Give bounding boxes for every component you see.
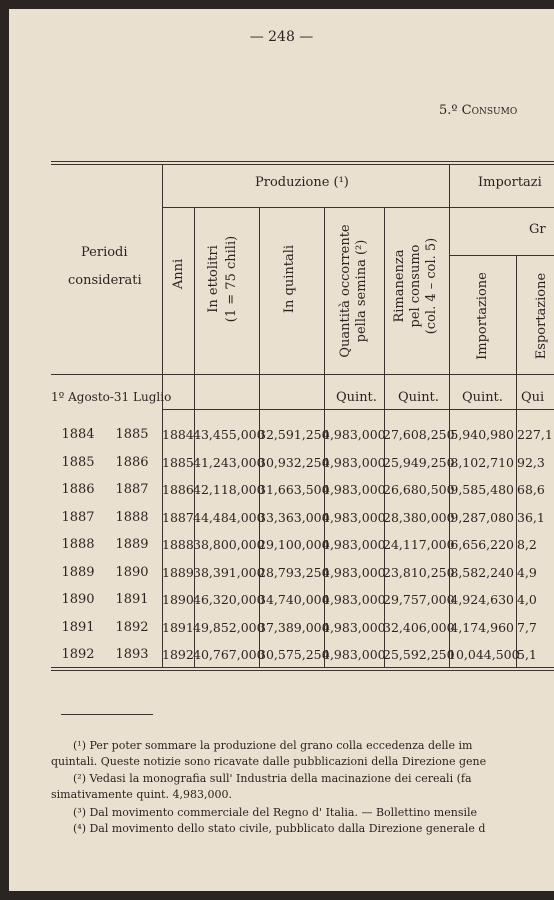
cell-semina: 4,983,000 — [322, 427, 386, 442]
cell-rimanenza: 26,680,500 — [383, 482, 455, 497]
cell-rimanenza: 29,757,000 — [383, 592, 455, 607]
cell-semina: 4,983,000 — [322, 482, 386, 497]
periodi-header-line1: Periodi — [81, 245, 128, 260]
cell-da: 1886 — [61, 482, 95, 497]
cell-ettolitri: 49,852,000 — [193, 619, 265, 635]
cell-esportazione: 92,3 — [517, 454, 545, 470]
cell-rimanenza: 24,117,000 — [383, 537, 455, 552]
importazione-group-header: Importazi — [478, 175, 542, 190]
cell-da: 1891 — [61, 619, 95, 635]
header-divider-2 — [449, 255, 554, 256]
cell-quintali: 30,932,250 — [258, 454, 330, 470]
units-rule — [162, 409, 554, 410]
periodo-label: 1º Agosto-31 Luglio — [51, 390, 172, 404]
cell-da: 1892 — [61, 647, 95, 662]
cell-rimanenza: 32,406,000 — [383, 619, 455, 635]
unit-label: Quint. — [398, 390, 439, 405]
cell-anno: 1888 — [162, 537, 194, 552]
header-bottom-rule — [51, 374, 554, 375]
semina-header-line2: pella semina (²) — [354, 239, 369, 343]
cell-quintali: 33,363,000 — [258, 509, 330, 525]
table-bottom-rule — [51, 667, 554, 668]
cell-ettolitri: 38,800,000 — [193, 537, 265, 552]
footnote-line: (¹) Per poter sommare la produzione del grano colla eccedenza delle im — [73, 739, 473, 752]
cell-importazione: 8,582,240 — [450, 564, 514, 580]
footnote-separator — [61, 714, 153, 715]
cell-ettolitri: 41,243,000 — [193, 454, 265, 470]
cell-a: 1887 — [115, 482, 149, 497]
rimanenza-header — [392, 216, 440, 356]
ettolitri-header-line2: (1 = 75 chili) — [224, 235, 239, 323]
cell-a: 1885 — [115, 427, 149, 442]
rimanenza-header-line2: pel consumo — [408, 244, 423, 328]
periodi-header-line2: considerati — [68, 273, 142, 288]
table-top-rule-2 — [51, 164, 554, 165]
cell-ettolitri: 46,320,000 — [193, 592, 265, 607]
anni-header: Anni — [171, 258, 186, 290]
cell-a: 1892 — [115, 619, 149, 635]
section-title: Consumo — [461, 103, 518, 118]
cell-rimanenza: 25,592,250 — [383, 647, 455, 662]
cell-quintali: 30,575,250 — [258, 647, 330, 662]
section-number: 5.º — [439, 103, 458, 118]
cell-semina: 4,983,000 — [322, 537, 386, 552]
cell-importazione: 9,287,080 — [450, 509, 514, 525]
document-page — [9, 9, 554, 891]
cell-quintali: 37,389,000 — [258, 619, 330, 635]
cell-esportazione: 36,1 — [517, 509, 545, 525]
cell-ettolitri: 43,455,000 — [193, 427, 265, 442]
cell-importazione: 10,044,500 — [448, 647, 520, 662]
header-divider — [162, 207, 554, 208]
cell-quintali: 28,793,250 — [258, 564, 330, 580]
cell-semina: 4,983,000 — [322, 564, 386, 580]
cell-da: 1890 — [61, 592, 95, 607]
page-number: — 248 — — [249, 29, 314, 45]
footnote-line: (³) Dal movimento commerciale del Regno d' Italia. — Bollettino mensile — [73, 806, 478, 819]
rimanenza-header-line3: (col. 4 – col. 5) — [424, 237, 439, 335]
cell-esportazione: 5,1 — [517, 647, 537, 662]
cell-quintali: 29,100,000 — [258, 537, 330, 552]
cell-rimanenza: 25,949,250 — [383, 454, 455, 470]
unit-label: Quint. — [462, 390, 503, 405]
cell-anno: 1886 — [162, 482, 194, 497]
cell-ettolitri: 40,767,000 — [193, 647, 265, 662]
table-bottom-rule-2 — [51, 670, 554, 671]
footnote-line: (⁴) Dal movimento dello stato civile, pubblicato dalla Direzione generale d — [73, 822, 486, 835]
cell-semina: 4,983,000 — [322, 592, 386, 607]
cell-anno: 1890 — [162, 592, 194, 607]
cell-semina: 4,983,000 — [322, 619, 386, 635]
cell-esportazione: 4,9 — [517, 564, 537, 580]
cell-anno: 1885 — [162, 454, 194, 470]
cell-quintali: 34,740,000 — [258, 592, 330, 607]
cell-a: 1889 — [115, 537, 149, 552]
cell-importazione: 4,924,630 — [450, 592, 514, 607]
cell-semina: 4,983,000 — [322, 454, 386, 470]
cell-da: 1884 — [61, 427, 95, 442]
cell-a: 1888 — [115, 509, 149, 525]
rimanenza-header-line1: Rimanenza — [392, 249, 407, 323]
cell-da: 1889 — [61, 564, 95, 580]
gr-header: Gr — [529, 222, 546, 237]
cell-a: 1890 — [115, 564, 149, 580]
ettolitri-header-line1: In ettolitri — [206, 245, 221, 313]
cell-da: 1885 — [61, 454, 95, 470]
cell-importazione: 8,102,710 — [450, 454, 514, 470]
cell-esportazione: 8,2 — [517, 537, 537, 552]
cell-importazione: 4,174,960 — [450, 619, 514, 635]
cell-importazione: 5,940,980 — [450, 427, 514, 442]
cell-rimanenza: 27,608,250 — [383, 427, 455, 442]
semina-header-line1: Quantità occorrente — [338, 224, 353, 358]
quintali-header: In quintali — [282, 244, 297, 314]
ettolitri-header — [205, 214, 241, 344]
cell-importazione: 6,656,220 — [450, 537, 514, 552]
cell-da: 1888 — [61, 537, 95, 552]
cell-anno: 1889 — [162, 564, 194, 580]
footnote-line: simativamente quint. 4,983,000. — [51, 788, 232, 801]
importazione-header: Importazione — [475, 272, 490, 360]
cell-esportazione: 227,1 — [517, 427, 553, 442]
cell-ettolitri: 38,391,000 — [193, 564, 265, 580]
cell-rimanenza: 28,380,000 — [383, 509, 455, 525]
cell-quintali: 32,591,250 — [258, 427, 330, 442]
cell-ettolitri: 42,118,000 — [193, 482, 265, 497]
cell-quintali: 31,663,500 — [258, 482, 330, 497]
unit-label: Qui — [521, 390, 545, 405]
cell-anno: 1891 — [162, 619, 194, 635]
cell-esportazione: 4,0 — [517, 592, 537, 607]
footnote-line: quintali. Queste notizie sono ricavate dalle pubblicazioni della Direzione gene — [51, 755, 487, 768]
cell-da: 1887 — [61, 509, 95, 525]
cell-esportazione: 68,6 — [517, 482, 545, 497]
section-heading — [439, 103, 517, 118]
footnote-line: (²) Vedasi la monografia sull' Industria della macinazione dei cereali (fa — [73, 772, 472, 785]
cell-anno: 1892 — [162, 647, 194, 662]
esportazione-header: Esportazione — [534, 272, 549, 360]
table-top-rule — [51, 161, 554, 162]
unit-label: Quint. — [336, 390, 377, 405]
cell-semina: 4,983,000 — [322, 509, 386, 525]
cell-a: 1891 — [115, 592, 149, 607]
semina-header — [338, 216, 370, 366]
cell-semina: 4,983,000 — [322, 647, 386, 662]
cell-esportazione: 7,7 — [517, 619, 537, 635]
cell-anno: 1887 — [162, 509, 194, 525]
cell-rimanenza: 23,810,250 — [383, 564, 455, 580]
cell-anno: 1884 — [162, 427, 194, 442]
produzione-header: Produzione (¹) — [255, 175, 349, 190]
cell-importazione: 9,585,480 — [450, 482, 514, 497]
cell-a: 1886 — [115, 454, 149, 470]
cell-ettolitri: 44,484,000 — [193, 509, 265, 525]
cell-a: 1893 — [115, 647, 149, 662]
